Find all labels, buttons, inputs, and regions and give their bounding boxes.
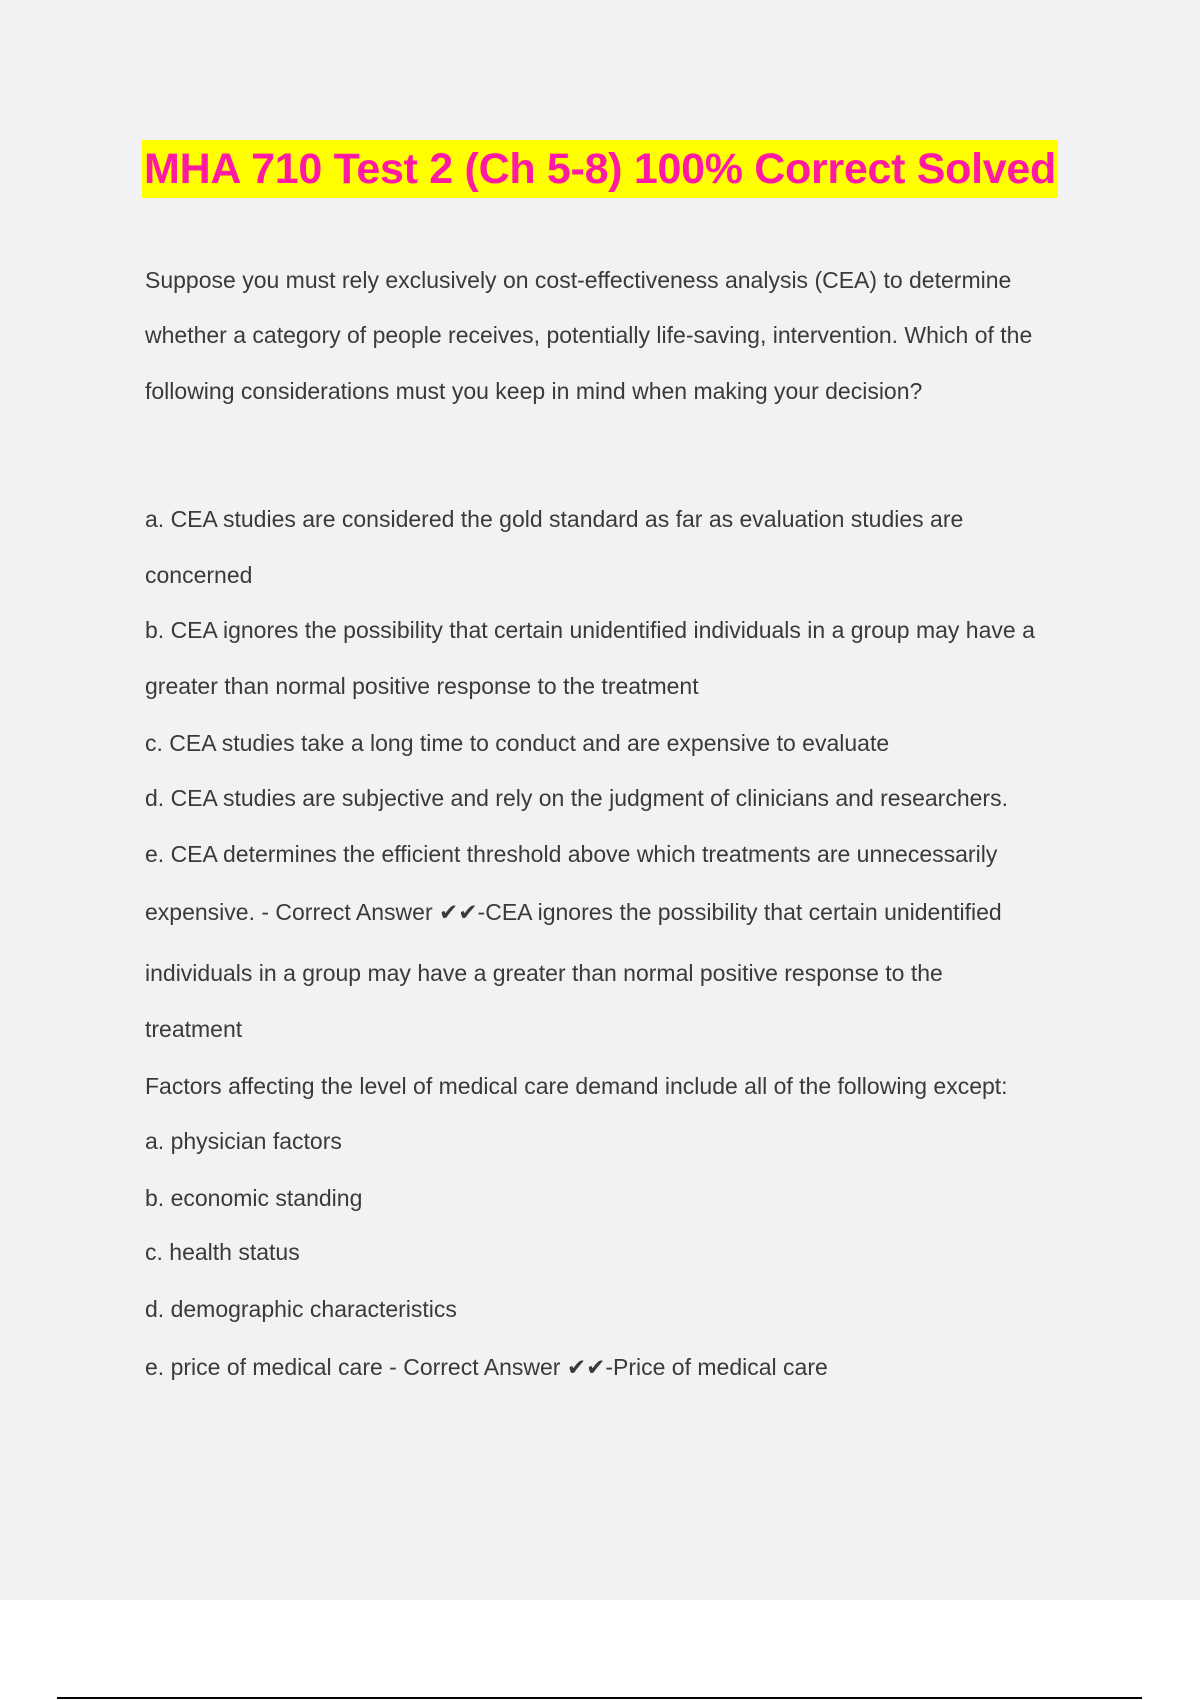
question1-stem-line-2: whether a category of people receives, potentially life-saving, intervention. Which of the — [145, 322, 1033, 348]
question2-option-d: d. demographic characteristics — [145, 1296, 457, 1322]
question1-option-line-7: e. CEA determines the efficient threshold above which treatments are unnecessarily — [145, 841, 998, 867]
question1-option-line-8: expensive. - Correct Answer ✔✔-CEA ignores the possibility that certain unidentified — [145, 899, 1002, 925]
question1-option-line-10: treatment — [145, 1016, 243, 1042]
question1-option-line-6: d. CEA studies are subjective and rely on the judgment of clinicians and researchers. — [145, 785, 1008, 811]
question1-stem-line-3: following considerations must you keep in mind when making your decision? — [145, 378, 923, 404]
question2-option-e: e. price of medical care - Correct Answer ✔✔-Price of medical care — [145, 1354, 828, 1380]
question2-option-b: b. economic standing — [145, 1185, 363, 1211]
question2-option-c: c. health status — [145, 1239, 300, 1265]
question1-option-line-5: c. CEA studies take a long time to conduct and are expensive to evaluate — [145, 730, 890, 756]
question1-option-line-1: a. CEA studies are considered the gold standard as far as evaluation studies are — [145, 506, 964, 532]
question2-stem: Factors affecting the level of medical care demand include all of the following except: — [145, 1073, 1008, 1099]
title-container — [0, 140, 1200, 198]
question1-option-line-2: concerned — [145, 562, 253, 588]
question1-option-line-3: b. CEA ignores the possibility that certain unidentified individuals in a group may have a — [145, 617, 1035, 643]
question1-option-line-9: individuals in a group may have a greater than normal positive response to the — [145, 960, 943, 986]
document-title: MHA 710 Test 2 (Ch 5-8) 100% Correct Solved — [142, 140, 1058, 198]
footer-divider — [57, 1697, 1142, 1699]
question2-option-a: a. physician factors — [145, 1128, 342, 1154]
question1-stem-line-1: Suppose you must rely exclusively on cost-effectiveness analysis (CEA) to determine — [145, 267, 1012, 293]
question1-option-line-4: greater than normal positive response to the treatment — [145, 673, 699, 699]
